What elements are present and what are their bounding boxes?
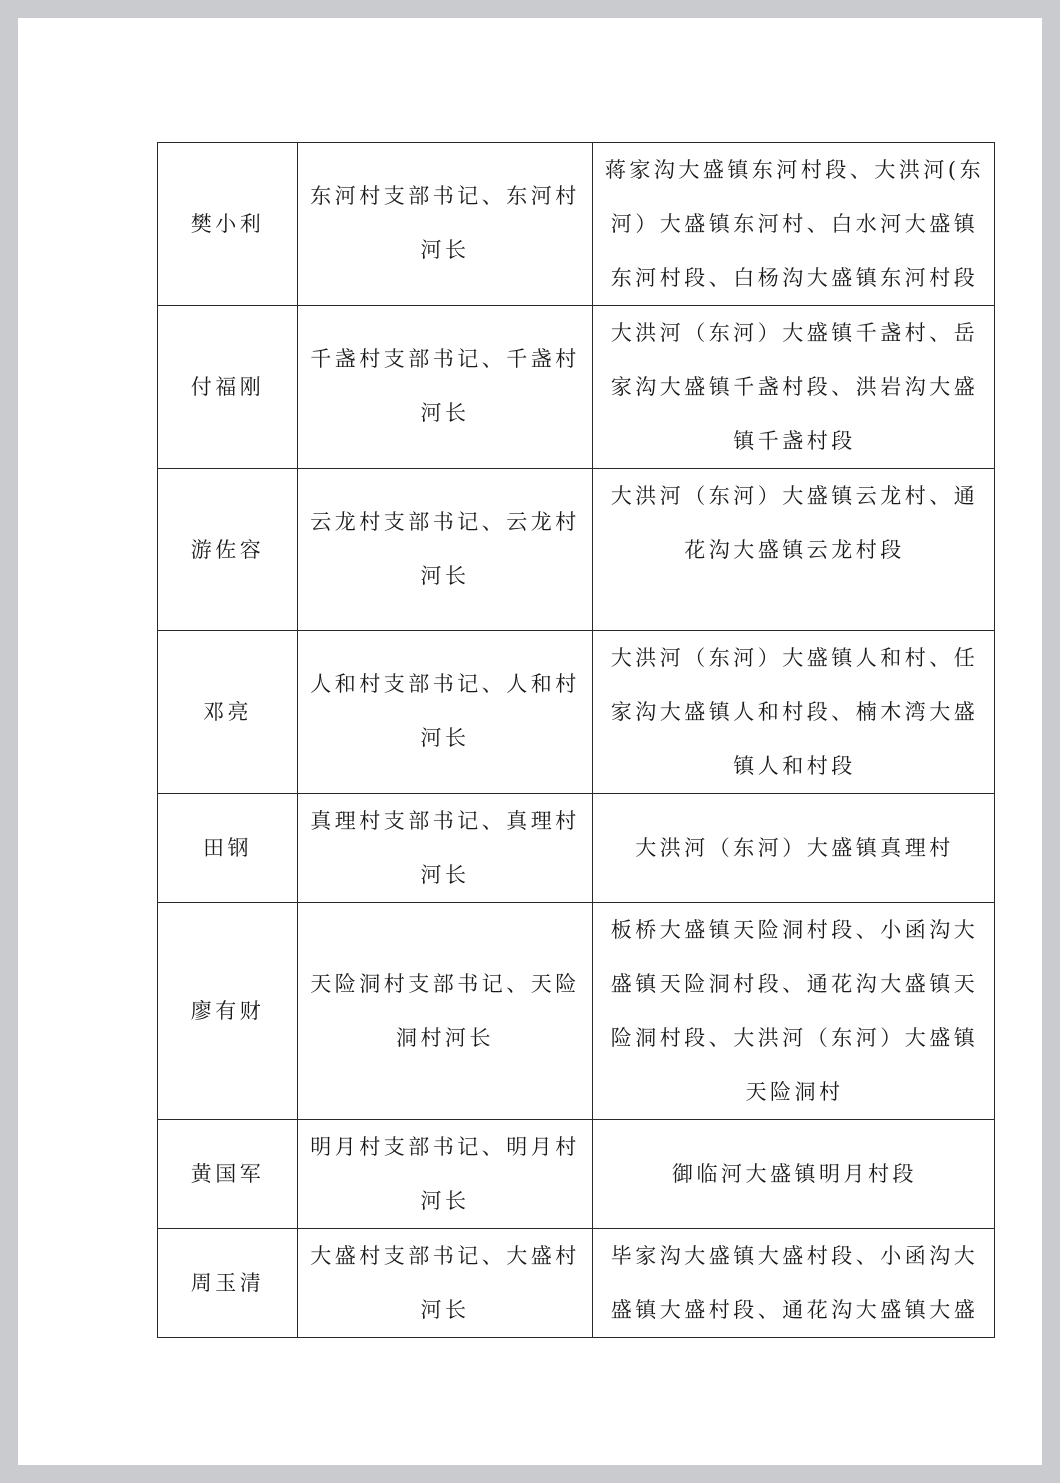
table-row — [158, 903, 995, 1120]
name-cell: 樊小利 — [158, 143, 298, 306]
name-cell: 廖有财 — [158, 903, 298, 1120]
name-cell: 付福刚 — [158, 306, 298, 469]
role-cell: 云龙村支部书记、云龙村河长 — [298, 469, 593, 631]
river-cell: 大洪河（东河）大盛镇真理村 — [593, 794, 995, 903]
role-cell: 大盛村支部书记、大盛村河长 — [298, 1229, 593, 1338]
table-row — [158, 143, 995, 306]
role-cell: 真理村支部书记、真理村河长 — [298, 794, 593, 903]
name-cell: 周玉清 — [158, 1229, 298, 1338]
table-row — [158, 306, 995, 469]
name-cell: 田钢 — [158, 794, 298, 903]
river-cell: 御临河大盛镇明月村段 — [593, 1120, 995, 1229]
role-cell: 明月村支部书记、明月村河长 — [298, 1120, 593, 1229]
role-cell: 天险洞村支部书记、天险洞村河长 — [298, 903, 593, 1120]
table-row — [158, 1120, 995, 1229]
table-row — [158, 794, 995, 903]
table-row — [158, 631, 995, 794]
role-cell: 人和村支部书记、人和村河长 — [298, 631, 593, 794]
river-cell: 大洪河（东河）大盛镇云龙村、通花沟大盛镇云龙村段 — [593, 469, 995, 631]
document-page — [18, 18, 1042, 1465]
table-row — [158, 469, 995, 631]
role-cell: 东河村支部书记、东河村河长 — [298, 143, 593, 306]
name-cell: 邓亮 — [158, 631, 298, 794]
table-row — [158, 1229, 995, 1338]
river-cell: 板桥大盛镇天险洞村段、小函沟大盛镇天险洞村段、通花沟大盛镇天险洞村段、大洪河（东河）大盛镇天险洞村 — [593, 903, 995, 1120]
river-cell: 大洪河（东河）大盛镇千盏村、岳家沟大盛镇千盏村段、洪岩沟大盛镇千盏村段 — [593, 306, 995, 469]
name-cell: 黄国军 — [158, 1120, 298, 1229]
river-chief-table — [157, 142, 995, 1338]
name-cell: 游佐容 — [158, 469, 298, 631]
river-cell: 蒋家沟大盛镇东河村段、大洪河(东河）大盛镇东河村、白水河大盛镇东河村段、白杨沟大盛镇东河村段 — [593, 143, 995, 306]
role-cell: 千盏村支部书记、千盏村河长 — [298, 306, 593, 469]
river-cell: 毕家沟大盛镇大盛村段、小函沟大盛镇大盛村段、通花沟大盛镇大盛 — [593, 1229, 995, 1338]
river-cell: 大洪河（东河）大盛镇人和村、任家沟大盛镇人和村段、楠木湾大盛镇人和村段 — [593, 631, 995, 794]
